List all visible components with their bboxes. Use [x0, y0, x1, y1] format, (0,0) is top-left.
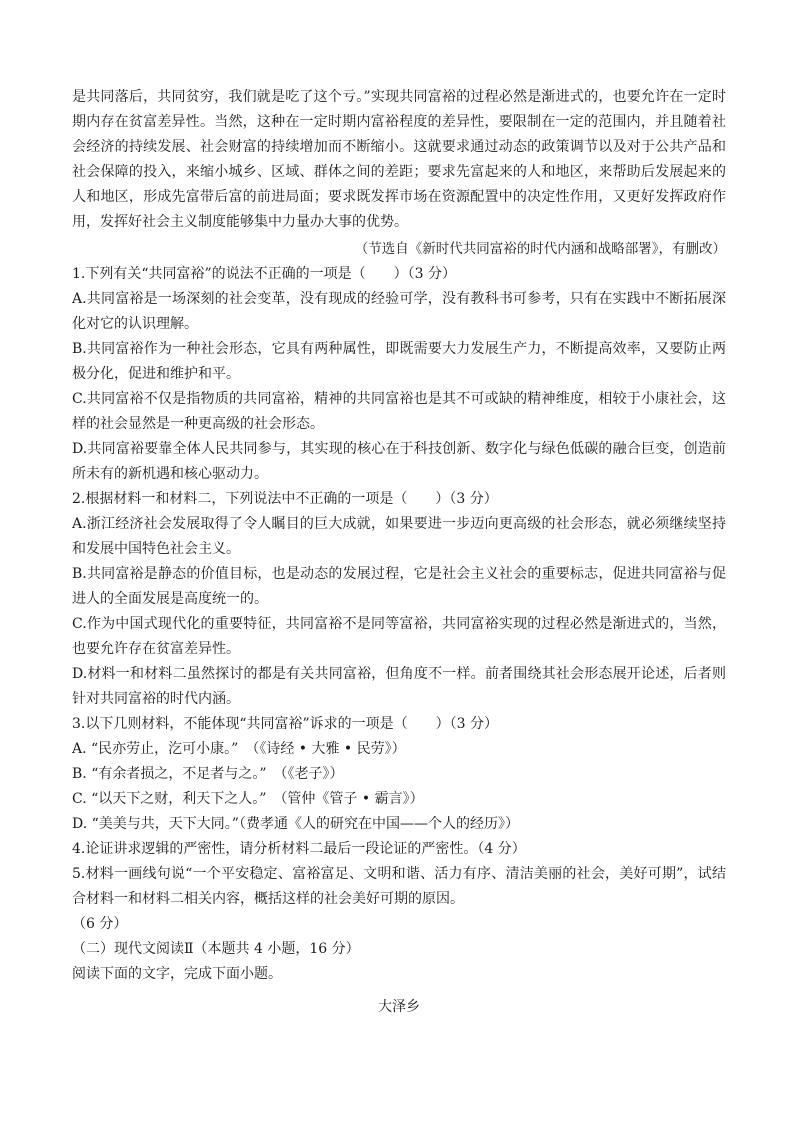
question-stem: 3.以下几则材料，不能体现“共同富裕”诉求的一项是（ ）（3 分） — [72, 716, 499, 732]
option-a: A.共同富裕是一场深刻的社会变革，没有现成的经验可学，没有教科书可参考，只有在实践中不断拓展深化对它的认识理解。 — [72, 291, 726, 332]
question-stem: 4.论证讲求逻辑的严密性，请分析材料二最后一段论证的严密性。（4 分） — [72, 841, 526, 857]
option-d: D.共同富裕要靠全体人民共同参与，其实现的核心在于科技创新、数字化与绿色低碳的融合巨变，创造前所未有的新机遇和核心驱动力。 — [72, 441, 726, 482]
question-stem: 1.下列有关“共同富裕”的说法不正确的一项是（ ）（3 分） — [72, 266, 457, 282]
option-d: D. “美美与共，天下大同。”（费孝通《人的研究在中国——个人的经历》） — [72, 816, 519, 832]
passage-source: （节选自《新时代共同富裕的时代内涵和战略部署》，有删改） — [354, 241, 726, 257]
question-3 — [72, 712, 726, 837]
story-title: 大泽乡 — [378, 999, 420, 1015]
option-d: D.材料一和材料二虽然探讨的都是有关共同富裕，但角度不一样。前者围绕其社会形态展开论述，后者则针对共同富裕的时代内涵。 — [72, 666, 726, 707]
option-b: B. “有余者损之，不足者与之。” （《老子》） — [72, 766, 344, 782]
question-stem: 5.材料一画线句说“一个平安稳定、富裕富足、文明和谐、活力有序、清洁美丽的社会，美好可期”，试结合材料一和材料二相关内容，概括这样的社会美好可期的原因。 — [72, 866, 726, 907]
option-c: C.作为中国式现代化的重要特征，共同富裕不是同等富裕，共同富裕实现的过程必然是渐进式的，当然，也要允许存在贫富差异性。 — [72, 616, 726, 657]
option-a: A.浙江经济社会发展取得了令人瞩目的巨大成就，如果要进一步迈向更高级的社会形态，就必须继续坚持和发展中国特色社会主义。 — [72, 516, 726, 557]
question-5 — [72, 862, 726, 937]
option-b: B.共同富裕作为一种社会形态，它具有两种属性，即既需要大力发展生产力，不断提高效率，又要防止两极分化，促进和维护和平。 — [72, 341, 726, 382]
question-4 — [72, 837, 726, 862]
passage-paragraph: 是共同落后，共同贫穷，我们就是吃了这个亏。”实现共同富裕的过程必然是渐进式的，也要允许在一定时期内存在贫富差异性。当然，这种在一定时期内富裕程度的差异性，要限制在一定的范围内，并且随着社会经济的持续发展、社会财富的持续增加而不断缩小。这就要求通过动态的政策调节以及对于公共产品和社会保障的投入，来缩小城乡、区域、群体之间的差距；要求先富起来的人和地区，来帮助后发展起来的人和地区，形成先富带后富的前进局面；要求既发挥市场在资源配置中的决定性作用，又更好发挥政府作用，发挥好社会主义制度能够集中力量办大事的优势。 — [72, 89, 726, 230]
question-stem: 2.根据材料一和材料二，下列说法中不正确的一项是（ ）（3 分） — [72, 491, 498, 507]
question-1 — [72, 262, 726, 487]
exam-page — [72, 85, 726, 1020]
option-a: A. “民亦劳止，汔可小康。” （《诗经 • 大雅 • 民劳》） — [72, 741, 406, 757]
reading-instruction: 阅读下面的文字，完成下面小题。 — [72, 966, 282, 982]
question-2 — [72, 487, 726, 712]
score-note: （6 分） — [72, 916, 128, 932]
option-c: C. “以天下之财，利天下之人。” （管仲《管子 • 霸言》） — [72, 791, 424, 807]
option-c: C.共同富裕不仅是指物质的共同富裕，精神的共同富裕也是其不可或缺的精神维度，相较于小康社会，这样的社会显然是一种更高级的社会形态。 — [72, 391, 726, 432]
option-b: B.共同富裕是静态的价值目标，也是动态的发展过程，它是社会主义社会的重要标志，促进共同富裕与促进人的全面发展是高度统一的。 — [72, 566, 726, 607]
section-header: （二）现代文阅读Ⅱ（本题共 4 小题，16 分） — [72, 941, 360, 957]
